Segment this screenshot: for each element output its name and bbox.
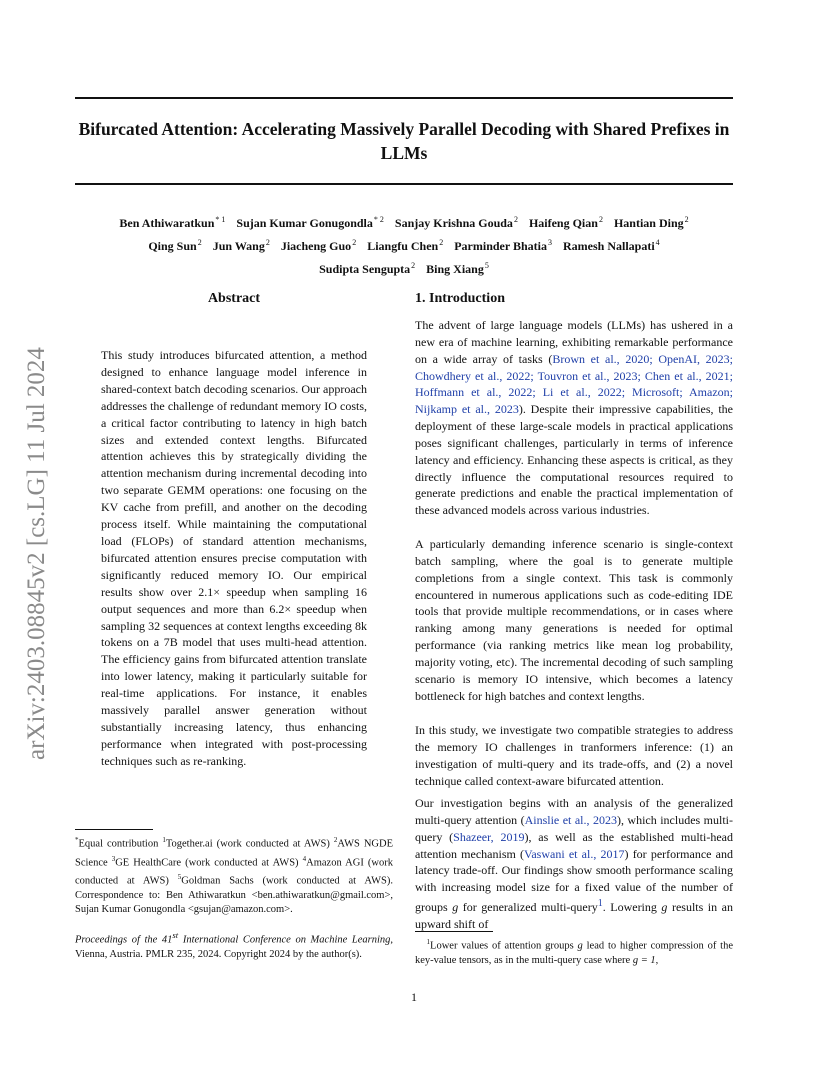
author-name: Qing Sun$^2$ <box>148 238 202 253</box>
footnote-math-eq: g = 1 <box>632 954 656 966</box>
arxiv-identifier-stamp: arXiv:2403.08845v2 [cs.LG] 11 Jul 2024 <box>23 347 50 760</box>
author-affiliation-mark: 2 <box>513 215 518 224</box>
aff-text: Goldman Sachs (work conducted at AWS). Correspondence to: Ben Athiwaratkun <ben.athiwaratkun@gmail.com>, Sujan Kumar Gonugondla <gsujan@amazon.com>. <box>75 875 393 915</box>
intro-p4-text-a: Our investigation begins with an analysis of the generalized multi-query attention ( <box>415 796 733 827</box>
proceedings-ordinal: st <box>172 930 179 940</box>
author-name: Jun Wang$^2$ <box>212 238 270 253</box>
author-name: Sanjay Krishna Gouda$^2$ <box>394 215 518 230</box>
page-number: 1 <box>411 990 417 1004</box>
footnote-1-mark: 1 <box>426 938 431 946</box>
author-name: Parminder Bhatia$^3$ <box>454 238 552 253</box>
citation-links[interactable]: Brown et al., 2020; OpenAI, 2023; Chowdhery et al., 2022; Touvron et al., 2023; Chen et al., 2021; Hoffmann et al., 2022; Li et al., 2022; Microsoft; Amazon; Nijkamp et al., 2023 <box>415 351 733 417</box>
intro-paragraph-2: A particularly demanding inference scenario is single-context batch sampling, where the goal is to generate multiple completions from a single context. This task is commonly encountered in numerous applications such as code-editing IDE tools that provide multiple recommendations, or in cases where ranking among many generations is needed for optimal performance (via ranking metrics like mean log probability, majority voting, etc). The incremental decoding of such sampling scenario is memory IO intensive, which becomes a latency bottleneck for high batches and context lengths. <box>415 537 733 703</box>
introduction-heading: 1. Introduction <box>415 291 505 306</box>
aff-text: Equal contribution <box>78 838 163 850</box>
proceedings-text-b: International Conference on Machine Learning <box>178 934 391 946</box>
intro-paragraph-3: In this study, we investigate two compatible strategies to address the memory IO challenges in tranformers inference: (1) an investigation of multi-query and its trade-offs, and (2) a novel technique called context-aware bifurcated attention. <box>415 723 733 788</box>
intro-p4-text-g: results in an upward shift of <box>415 900 733 931</box>
intro-p4-text-d: ) for performance and latency trade-off. Our findings show smooth performance scaling with increasing model size for a fixed value of the number of groups <box>415 846 733 915</box>
footnote-rule-right <box>415 931 493 932</box>
footnote-rule-left <box>75 829 153 830</box>
aff-mark: 5 <box>177 873 182 881</box>
author-name: Liangfu Chen$^2$ <box>367 238 444 253</box>
author-affiliation-mark: * 2 <box>373 215 384 224</box>
intro-p1-text-b: ). Despite their impressive capabilities, the deployment of these large-scale models in practical applications poses significant challenges, particularly in terms of inference latency and efficiency. Enhancing these aspects is critical, as they directly influence the computational resources required to generate predictions and enable the practical implementation of these advanced models across various industries. <box>415 402 733 518</box>
author-affiliation-mark: * 1 <box>215 215 226 224</box>
aff-mark: 4 <box>302 854 307 863</box>
title-rule-bottom <box>75 183 733 185</box>
proceedings-text-c: , Vienna, Austria. PMLR 235, 2024. Copyright 2024 by the author(s). <box>75 934 393 960</box>
aff-text: Together.ai (work conducted at AWS) <box>165 838 334 850</box>
proceedings-note <box>75 928 393 962</box>
citation-shazeer[interactable]: Shazeer, 2019 <box>453 829 525 844</box>
author-affiliation-mark: 2 <box>439 238 444 247</box>
author-name: Jiacheng Guo$^2$ <box>280 238 357 253</box>
paper-title: Bifurcated Attention: Accelerating Massively Parallel Decoding with Shared Prefixes in LLMs <box>78 119 730 163</box>
author-name: Hantian Ding$^2$ <box>613 215 689 230</box>
aff-mark: 2 <box>333 836 338 844</box>
author-affiliation-mark: 2 <box>265 238 270 247</box>
citation-ainslie[interactable]: Ainslie et al., 2023 <box>524 812 617 827</box>
aff-text: AWS NGDE Science <box>75 838 393 868</box>
intro-paragraph-1 <box>415 317 733 519</box>
aff-mark: * <box>75 836 79 844</box>
author-name: Haifeng Qian$^2$ <box>528 215 603 230</box>
footnote-1-text-a: Lower values of attention groups <box>430 940 578 952</box>
footnote-math-g: g <box>577 940 583 952</box>
aff-text: Amazon AGI (work conducted at AWS) <box>75 857 393 887</box>
abstract-body: This study introduces bifurcated attention, a method designed to enhance language model inference in shared-context batch decoding scenarios. Our approach addresses the challenge of redundant memory IO costs, a critical factor contributing to latency in high batch sizes and extended context lengths. Bifurcated attention achieves this by strategically dividing the attention mechanism during incremental decoding into two separate GEMM operations: one focusing on the KV cache from prefill, and another on the decoding process itself. While maintaining the computational load (FLOPs) of standard attention mechanisms, bifurcated attention ensures precise computation with significantly reduced memory IO. Our empirical results show over 2.1× speedup when sampling 16 output sequences and more than 6.2× speedup when sampling 32 sequences at context lengths exceeding 8k tokens on a 7B model that uses multi-head attention. The efficiency gains from bifurcated attention translate into lower latency, making it particularly suitable for real-time applications. For instance, it enables massively parallel answer generation without substantially increasing latency, thus enhancing performance when integrated with post-processing techniques such as re-ranking. <box>101 348 367 768</box>
author-affiliation-mark: 5 <box>484 261 489 270</box>
author-list <box>75 210 733 279</box>
author-affiliation-mark: 2 <box>598 215 603 224</box>
aff-mark: 1 <box>162 836 166 844</box>
intro-p4-text-f: . Lowering <box>602 900 662 915</box>
author-name: Bing Xiang$^5$ <box>426 261 489 276</box>
author-affiliation-mark: 4 <box>655 238 660 247</box>
affiliation-footnote <box>75 833 393 917</box>
aff-text: GE HealthCare (work conducted at AWS) <box>115 857 303 868</box>
author-name: Ramesh Nallapati$^4$ <box>563 238 660 253</box>
math-var-g-2: g <box>661 900 668 915</box>
math-var-g: g <box>452 900 459 915</box>
intro-p4-text-b: ), which includes multi-query ( <box>415 812 734 844</box>
intro-p1-text-a: The advent of large language models (LLMs) has ushered in a new era of machine learning, exhibiting remarkable performance on a wide array of tasks ( <box>415 318 733 366</box>
author-name: Sudipta Sengupta$^2$ <box>319 261 416 276</box>
author-name: Sujan Kumar Gonugondla$^{* 2}$ <box>236 215 384 230</box>
author-affiliation-mark: 2 <box>411 261 416 270</box>
author-name: Ben Athiwaratkun$^{* 1}$ <box>119 215 226 230</box>
intro-p4-text-c: ), as well as the established multi-head attention mechanism ( <box>415 829 733 861</box>
footnote-ref-1[interactable]: 1 <box>597 898 603 910</box>
citation-vaswani[interactable]: Vaswani et al., 2017 <box>524 846 625 861</box>
author-affiliation-mark: 3 <box>548 238 552 247</box>
intro-paragraph-4 <box>415 795 733 933</box>
abstract-heading: Abstract <box>207 291 261 306</box>
footnote-1 <box>415 935 733 968</box>
proceedings-text-a: Proceedings of the <box>75 934 162 946</box>
proceedings-number: 41 <box>161 934 173 946</box>
intro-p4-text-e: for generalized multi-query <box>458 900 598 915</box>
footnote-1-text-c: , <box>655 954 659 966</box>
footnote-1-text-b: lead to higher compression of the key-value tensors, as in the multi-query case where <box>415 940 733 966</box>
aff-mark: 3 <box>111 854 116 863</box>
author-affiliation-mark: 2 <box>197 238 202 247</box>
title-rule-top <box>75 97 733 99</box>
author-affiliation-mark: 2 <box>352 238 357 247</box>
author-affiliation-mark: 2 <box>684 215 689 224</box>
